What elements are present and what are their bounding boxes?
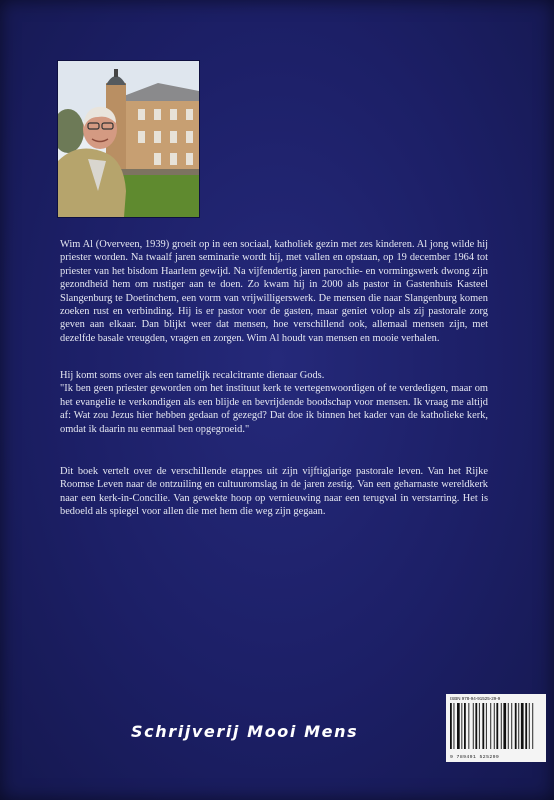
barcode-bars-icon [450,703,542,751]
barcode-bar [457,703,460,749]
barcode-bar [461,703,462,749]
barcode-bar [511,703,512,749]
barcode-bar [518,703,519,749]
barcode-bar [501,703,502,749]
bio-paragraph-3-text: Dit boek vertelt over de verschillende etappes uit zijn vijftigjarige pastorale leven. Van het Rijke Roomse Leven naar de ontzuiling en cultuuromslag in de jaren zestig. Van een geharnaste wereldkerk naar een kerk-in-Concilie. Van gewekte hoop op vernieuwing naar een terugval in verstarring. Het is bedoeld als spiegel voor allen die met hem die weg zijn gegaan. [60,466,488,518]
barcode-bar [482,703,484,749]
isbn-number-top: ISBN 978-94-91525-29-9 [450,696,501,701]
portrait-photo-icon [58,61,199,217]
isbn-barcode [446,694,546,762]
bio-paragraph-1 [60,238,488,345]
publisher-name: Schrijverij Mooi Mens [131,722,359,741]
barcode-bar [525,703,527,749]
quote-intro: Hij komt soms over als een tamelijk recalcitrante dienaar Gods. [60,370,325,381]
barcode-bar [494,703,495,749]
barcode-bar [473,703,474,749]
barcode-bar [496,703,498,749]
barcode-bar [450,703,452,749]
quote-section [60,369,488,436]
author-quote: "Ik ben geen priester geworden om het instituut kerk te vertegenwoordigen of te verdedigen, maar om het evangelie te verkondigen als een blijde en bevrijdende boodschap voor mensen. Ik vraag me altijd af: Wat zou Jezus hier hebben gedaan of gezegd? Dat doe ik binnen het kader van de katholieke kerk, omdat ik daarin nu eenmaal ben opgegroeid." [60,383,488,435]
barcode-bar [515,703,517,749]
barcode-bar [490,703,491,749]
isbn-number-bottom: 9 789491 525299 [450,755,500,760]
bio-paragraph-3 [60,465,488,519]
barcode-bar [508,703,509,749]
barcode-bar [503,703,506,749]
barcode-bar [529,703,530,749]
barcode-bar [468,703,469,749]
author-photo [57,60,200,218]
barcode-bar [486,703,487,749]
barcode-bar [454,703,455,749]
barcode-bar [475,703,477,749]
barcode-bar [532,703,533,749]
bio-paragraph-1-text: Wim Al (Overveen, 1939) groeit op in een sociaal, katholiek gezin met zes kinderen. Al jong wilde hij priester worden. Na twaalf jaren seminarie wordt hij, met vallen en opstaan, op 19 december 1964 tot priester van het bisdom Haarlem gewijd. Na vijfendertig jaren parochie- en vormingswerk dwong zijn gezondheid hem om rustiger aan te doen. Zo kwam hij in 2000 als pastor in Gastenhuis Kasteel Slangenburg te Doetinchem, een vorm van vrijwilligerswerk. De mensen die naar Slangenburg komen zoeken rust en verbinding. Hij is er pastor voor de gasten, maar geniet volop als zij pastorale zorg geven aan elkaar. Dan blijkt weer dat mensen, hoe verschillend ook, allemaal mensen zijn, met dezelfde basale vreugden, vragen en zorgen. Wim Al houdt van mensen en mooie verhalen. [60,239,488,344]
barcode-bar [521,703,524,749]
barcode-bar [479,703,480,749]
barcode-bar [464,703,466,749]
